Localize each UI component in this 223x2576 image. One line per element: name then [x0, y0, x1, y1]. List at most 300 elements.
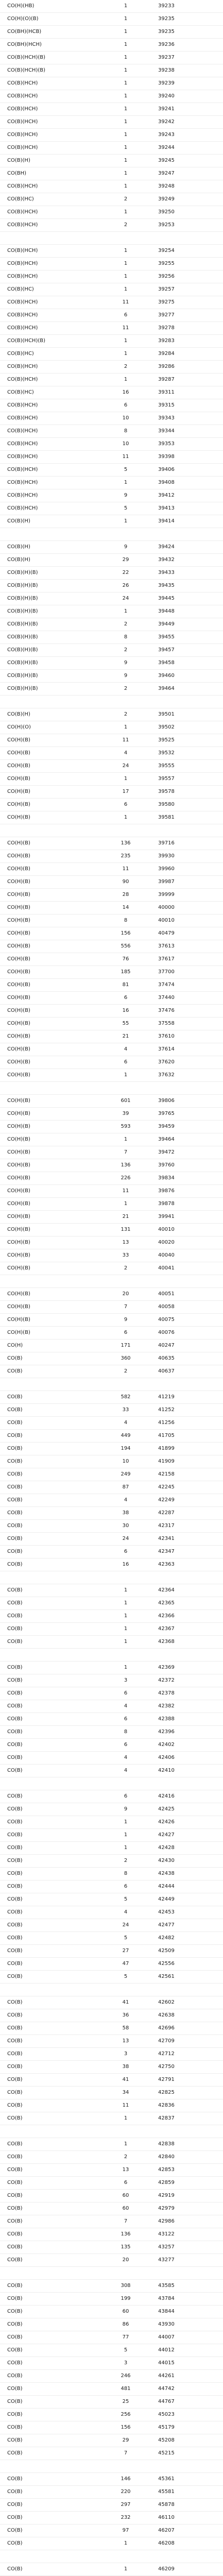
row-count-cell: 4: [97, 1765, 154, 1777]
row-count-cell: 2: [97, 361, 154, 374]
row-count-cell: 11: [97, 1185, 154, 1198]
row-code-cell: 42287: [154, 1507, 223, 1520]
table-row: [0, 489, 223, 502]
row-code-cell: 42366: [154, 1610, 223, 1623]
row-count-cell: 90: [97, 876, 154, 889]
row-count-cell: 11: [97, 734, 154, 747]
row-count-cell: 6: [97, 1790, 154, 1803]
row-name-cell: CO(B)(HCH): [0, 451, 97, 464]
row-code-cell: 39236: [154, 39, 223, 52]
row-code-cell: 39765: [154, 1108, 223, 1121]
row-code-cell: 40075: [154, 1314, 223, 1327]
row-code-cell: 39412: [154, 489, 223, 502]
row-code-cell: [154, 2550, 223, 2563]
table-row: [0, 1018, 223, 1030]
row-name-cell: CO(B): [0, 2061, 97, 2074]
row-count-cell: 1: [97, 1636, 154, 1649]
table-row: [0, 90, 223, 103]
row-name-cell: CO(B): [0, 1868, 97, 1880]
row-count-cell: 6: [97, 1739, 154, 1752]
row-count-cell: 1: [97, 0, 154, 13]
row-count-cell: 11: [97, 451, 154, 464]
row-count-cell: 1: [97, 13, 154, 26]
row-count-cell: 185: [97, 966, 154, 979]
table-row: [0, 541, 223, 554]
row-name-cell: CO(B): [0, 2009, 97, 2022]
table-row: [0, 863, 223, 876]
row-code-cell: [154, 2125, 223, 2138]
row-count-cell: 4: [97, 747, 154, 760]
row-name-cell: CO(B): [0, 1584, 97, 1597]
table-row: [0, 103, 223, 116]
row-count-cell: 9: [97, 1314, 154, 1327]
row-count-cell: 1: [97, 180, 154, 193]
row-code-cell: 37614: [154, 1043, 223, 1056]
row-name-cell: CO(B): [0, 1443, 97, 1455]
row-count-cell: 1: [97, 26, 154, 39]
table-row: [0, 992, 223, 1005]
table-row: [0, 1790, 223, 1803]
table-row: [0, 1674, 223, 1687]
row-code-cell: [154, 1777, 223, 1790]
row-count-cell: 30: [97, 1520, 154, 1533]
row-code-cell: 44261: [154, 2370, 223, 2383]
row-name-cell: CO(B)(HCH): [0, 206, 97, 219]
row-count-cell: 297: [97, 2499, 154, 2512]
table-row: [0, 2164, 223, 2177]
table-row: [0, 2537, 223, 2550]
row-name-cell: [0, 696, 97, 708]
row-name-cell: CO(B): [0, 1507, 97, 1520]
table-row: [0, 580, 223, 592]
row-count-cell: 55: [97, 1018, 154, 1030]
row-count-cell: 5: [97, 2344, 154, 2357]
row-code-cell: [154, 824, 223, 837]
table-row: [0, 2409, 223, 2421]
row-code-cell: 42791: [154, 2074, 223, 2087]
table-row: [0, 2267, 223, 2280]
table-row: [0, 180, 223, 193]
row-code-cell: 39457: [154, 644, 223, 657]
table-row: [0, 1340, 223, 1352]
row-count-cell: 6: [97, 1327, 154, 1340]
row-name-cell: CO(B): [0, 2563, 97, 2576]
table-row: [0, 13, 223, 26]
row-count-cell: 1: [97, 206, 154, 219]
row-name-cell: CO(B): [0, 2177, 97, 2190]
row-name-cell: CO(B)(HCH): [0, 219, 97, 232]
table-row: [0, 2460, 223, 2473]
row-code-cell: 42638: [154, 2009, 223, 2022]
row-code-cell: 42428: [154, 1842, 223, 1855]
row-code-cell: 42382: [154, 1700, 223, 1713]
row-name-cell: CO(B)(HCH): [0, 477, 97, 489]
row-code-cell: 44012: [154, 2344, 223, 2357]
row-count-cell: 41: [97, 1996, 154, 2009]
table-row: [0, 1546, 223, 1558]
row-name-cell: CO(B)(HCH)(B): [0, 335, 97, 348]
row-name-cell: CO(B)(HCH): [0, 502, 97, 515]
table-row: [0, 2512, 223, 2524]
row-code-cell: 39432: [154, 554, 223, 567]
table-row: [0, 1468, 223, 1481]
row-code-cell: 40020: [154, 1236, 223, 1249]
table-row: [0, 64, 223, 77]
row-code-cell: 39242: [154, 116, 223, 129]
row-name-cell: [0, 1378, 97, 1391]
row-name-cell: CO(B): [0, 1430, 97, 1443]
row-name-cell: CO(H)(B): [0, 786, 97, 799]
row-code-cell: 46207: [154, 2524, 223, 2537]
row-name-cell: CO(H)(B): [0, 773, 97, 786]
row-code-cell: 42838: [154, 2138, 223, 2151]
row-code-cell: [154, 1649, 223, 1662]
table-row: [0, 1443, 223, 1455]
table-row: [0, 953, 223, 966]
row-name-cell: CO(B): [0, 2202, 97, 2215]
table-row: [0, 26, 223, 39]
table-row: [0, 1043, 223, 1056]
table-row: [0, 1056, 223, 1069]
row-code-cell: 41256: [154, 1417, 223, 1430]
table-row: [0, 2550, 223, 2563]
row-count-cell: 1: [97, 270, 154, 283]
row-name-cell: CO(B): [0, 2318, 97, 2331]
row-code-cell: 45023: [154, 2409, 223, 2421]
row-count-cell: 481: [97, 2383, 154, 2396]
row-count-cell: 6: [97, 1880, 154, 1893]
row-count-cell: 156: [97, 927, 154, 940]
row-name-cell: CO(B): [0, 1700, 97, 1713]
row-name-cell: [0, 1777, 97, 1790]
table-row: [0, 811, 223, 824]
row-code-cell: 37617: [154, 953, 223, 966]
row-code-cell: 37613: [154, 940, 223, 953]
row-count-cell: 593: [97, 1121, 154, 1133]
row-name-cell: CO(H)(B): [0, 1018, 97, 1030]
table-row: [0, 747, 223, 760]
row-name-cell: [0, 1571, 97, 1584]
row-count-cell: 1: [97, 39, 154, 52]
table-row: [0, 245, 223, 258]
table-row: [0, 2099, 223, 2112]
row-code-cell: 39249: [154, 193, 223, 206]
row-code-cell: 39240: [154, 90, 223, 103]
row-code-cell: 39256: [154, 270, 223, 283]
row-code-cell: 41909: [154, 1455, 223, 1468]
row-count-cell: 4: [97, 1752, 154, 1765]
row-code-cell: 42444: [154, 1880, 223, 1893]
row-code-cell: 40041: [154, 1262, 223, 1275]
row-name-cell: CO(B): [0, 1352, 97, 1365]
row-name-cell: CO(B): [0, 2164, 97, 2177]
table-row: [0, 283, 223, 296]
row-name-cell: CO(B): [0, 2331, 97, 2344]
row-name-cell: CO(H)(B): [0, 799, 97, 811]
row-name-cell: CO(B)(HCH): [0, 374, 97, 386]
table-row: [0, 824, 223, 837]
row-code-cell: 39237: [154, 52, 223, 64]
row-name-cell: CO(B)(HCH): [0, 399, 97, 412]
table-row: [0, 2074, 223, 2087]
table-row: [0, 2293, 223, 2306]
row-code-cell: 42245: [154, 1481, 223, 1494]
row-code-cell: 42416: [154, 1790, 223, 1803]
row-count-cell: 1: [97, 116, 154, 129]
row-count-cell: 1: [97, 721, 154, 734]
row-count-cell: 7: [97, 1146, 154, 1159]
row-count-cell: 1: [97, 90, 154, 103]
row-count-cell: 5: [97, 1893, 154, 1906]
row-name-cell: CO(B)(HCH): [0, 258, 97, 270]
row-count-cell: 6: [97, 992, 154, 1005]
row-name-cell: CO(H)(B): [0, 992, 97, 1005]
row-count-cell: 6: [97, 799, 154, 811]
row-count-cell: 9: [97, 1803, 154, 1816]
table-row: [0, 1816, 223, 1829]
row-count-cell: 58: [97, 2022, 154, 2035]
row-count-cell: 76: [97, 953, 154, 966]
row-code-cell: 39254: [154, 245, 223, 258]
table-row: [0, 2318, 223, 2331]
row-count-cell: 1: [97, 1816, 154, 1829]
row-count-cell: 13: [97, 2035, 154, 2048]
row-code-cell: 46110: [154, 2512, 223, 2524]
table-row: [0, 1713, 223, 1726]
table-row: [0, 39, 223, 52]
row-name-cell: CO(H)(B): [0, 1262, 97, 1275]
table-row: [0, 374, 223, 386]
row-code-cell: 45878: [154, 2499, 223, 2512]
row-count-cell: 7: [97, 2215, 154, 2228]
row-code-cell: 39502: [154, 721, 223, 734]
table-row: [0, 2112, 223, 2125]
row-name-cell: CO(B)(HCH): [0, 90, 97, 103]
row-name-cell: CO(B): [0, 1958, 97, 1971]
table-row: [0, 2241, 223, 2254]
table-row: [0, 155, 223, 167]
row-name-cell: CO(B)(HCH): [0, 129, 97, 142]
row-count-cell: 220: [97, 2486, 154, 2499]
row-count-cell: 199: [97, 2293, 154, 2306]
row-code-cell: 40247: [154, 1340, 223, 1352]
row-code-cell: 39235: [154, 13, 223, 26]
row-name-cell: CO(H)(B): [0, 1198, 97, 1211]
row-count-cell: 1: [97, 52, 154, 64]
row-count-cell: 1: [97, 2563, 154, 2576]
row-code-cell: 39716: [154, 837, 223, 850]
row-code-cell: 39278: [154, 322, 223, 335]
table-row: [0, 515, 223, 528]
row-count-cell: 16: [97, 1558, 154, 1571]
row-count-cell: 8: [97, 914, 154, 927]
table-row: [0, 464, 223, 477]
row-code-cell: 42482: [154, 1932, 223, 1945]
row-name-cell: CO(H)(B): [0, 1108, 97, 1121]
row-count-cell: 16: [97, 1005, 154, 1018]
row-name-cell: CO(H)(B): [0, 863, 97, 876]
table-row: [0, 1327, 223, 1340]
row-name-cell: CO(B): [0, 1597, 97, 1610]
row-name-cell: CO(B): [0, 2524, 97, 2537]
row-name-cell: CO(H)(B): [0, 940, 97, 953]
table-row: [0, 1301, 223, 1314]
row-code-cell: 39238: [154, 64, 223, 77]
table-row: [0, 258, 223, 270]
row-name-cell: CO(B): [0, 1765, 97, 1777]
row-count-cell: 2: [97, 1262, 154, 1275]
row-count-cell: 2: [97, 1855, 154, 1868]
table-row: [0, 1584, 223, 1597]
row-name-cell: CO(B)(H): [0, 155, 97, 167]
row-name-cell: CO(H)(B): [0, 1133, 97, 1146]
row-code-cell: 42556: [154, 1958, 223, 1971]
row-count-cell: 1: [97, 477, 154, 489]
row-code-cell: 45179: [154, 2421, 223, 2434]
row-code-cell: 42367: [154, 1623, 223, 1636]
row-count-cell: [97, 1649, 154, 1662]
row-name-cell: CO(B)(HCH): [0, 489, 97, 502]
row-count-cell: 14: [97, 902, 154, 914]
row-count-cell: 6: [97, 1687, 154, 1700]
table-row: [0, 1868, 223, 1880]
row-count-cell: 38: [97, 1507, 154, 1520]
table-row: [0, 1932, 223, 1945]
row-count-cell: [97, 1275, 154, 1288]
row-code-cell: [154, 1082, 223, 1095]
row-count-cell: 24: [97, 760, 154, 773]
row-code-cell: 39283: [154, 335, 223, 348]
row-count-cell: 87: [97, 1481, 154, 1494]
row-count-cell: 2: [97, 708, 154, 721]
row-code-cell: 42341: [154, 1533, 223, 1546]
row-count-cell: 41: [97, 2074, 154, 2087]
row-count-cell: 24: [97, 1919, 154, 1932]
row-count-cell: 38: [97, 2061, 154, 2074]
row-name-cell: CO(B): [0, 2421, 97, 2434]
row-code-cell: [154, 2460, 223, 2473]
row-code-cell: 40051: [154, 1288, 223, 1301]
table-row: [0, 979, 223, 992]
row-count-cell: 11: [97, 296, 154, 309]
row-count-cell: 156: [97, 2421, 154, 2434]
row-count-cell: 4: [97, 1043, 154, 1056]
row-name-cell: CO(B): [0, 1803, 97, 1816]
table-row: [0, 425, 223, 438]
row-count-cell: 246: [97, 2370, 154, 2383]
row-code-cell: 42363: [154, 1558, 223, 1571]
table-row: [0, 2344, 223, 2357]
row-code-cell: 42427: [154, 1829, 223, 1842]
table-row: [0, 1262, 223, 1275]
table-row: [0, 734, 223, 747]
row-code-cell: 40010: [154, 1224, 223, 1236]
row-code-cell: 39878: [154, 1198, 223, 1211]
row-code-cell: 42425: [154, 1803, 223, 1816]
row-name-cell: CO(B): [0, 1906, 97, 1919]
row-count-cell: 10: [97, 1455, 154, 1468]
row-name-cell: CO(B): [0, 1636, 97, 1649]
row-name-cell: CO(H)(B): [0, 889, 97, 902]
row-code-cell: 37474: [154, 979, 223, 992]
table-row: [0, 116, 223, 129]
row-code-cell: 42840: [154, 2151, 223, 2164]
row-code-cell: 42388: [154, 1713, 223, 1726]
row-code-cell: 39445: [154, 592, 223, 605]
row-code-cell: 39557: [154, 773, 223, 786]
row-count-cell: 5: [97, 464, 154, 477]
table-row: [0, 1030, 223, 1043]
row-count-cell: 5: [97, 502, 154, 515]
row-code-cell: 42750: [154, 2061, 223, 2074]
row-name-cell: CO(B)(H)(B): [0, 631, 97, 644]
table-row: [0, 876, 223, 889]
row-name-cell: CO(B)(HCH): [0, 142, 97, 155]
row-name-cell: CO(B): [0, 1417, 97, 1430]
row-name-cell: CO(H)(B): [0, 1185, 97, 1198]
row-code-cell: 39284: [154, 348, 223, 361]
row-code-cell: 39253: [154, 219, 223, 232]
row-code-cell: 39239: [154, 77, 223, 90]
row-name-cell: CO(B)(HC): [0, 193, 97, 206]
row-name-cell: CO(B): [0, 2138, 97, 2151]
row-count-cell: 360: [97, 1352, 154, 1365]
table-row: [0, 605, 223, 618]
table-row: [0, 2125, 223, 2138]
row-code-cell: 39448: [154, 605, 223, 618]
row-count-cell: 10: [97, 438, 154, 451]
table-row: [0, 348, 223, 361]
row-count-cell: 8: [97, 425, 154, 438]
row-name-cell: CO(H)(B): [0, 966, 97, 979]
row-code-cell: 37476: [154, 1005, 223, 1018]
row-count-cell: 60: [97, 2202, 154, 2215]
row-count-cell: 194: [97, 1443, 154, 1455]
row-name-cell: CO(B)(HCH): [0, 464, 97, 477]
table-row: [0, 1314, 223, 1327]
table-row: [0, 2190, 223, 2202]
table-row: [0, 1378, 223, 1391]
row-code-cell: 39433: [154, 567, 223, 580]
row-count-cell: 5: [97, 1971, 154, 1984]
row-name-cell: CO(B): [0, 1932, 97, 1945]
row-code-cell: 41252: [154, 1404, 223, 1417]
row-count-cell: 17: [97, 786, 154, 799]
row-count-cell: [97, 824, 154, 837]
row-code-cell: 45361: [154, 2473, 223, 2486]
row-code-cell: 42836: [154, 2099, 223, 2112]
row-count-cell: 582: [97, 1391, 154, 1404]
table-row: [0, 2280, 223, 2293]
row-name-cell: CO(B): [0, 1468, 97, 1481]
row-name-cell: CO(H)(B): [0, 760, 97, 773]
row-count-cell: [97, 1777, 154, 1790]
row-code-cell: 39244: [154, 142, 223, 155]
row-code-cell: 43257: [154, 2241, 223, 2254]
table-row: [0, 1610, 223, 1623]
row-count-cell: 60: [97, 2190, 154, 2202]
table-row: [0, 914, 223, 927]
row-name-cell: CO(B): [0, 1919, 97, 1932]
row-code-cell: 40040: [154, 1249, 223, 1262]
row-code-cell: [154, 696, 223, 708]
row-code-cell: [154, 528, 223, 541]
table-row: [0, 1198, 223, 1211]
table-row: [0, 502, 223, 515]
row-name-cell: CO(B): [0, 2512, 97, 2524]
row-count-cell: 1: [97, 1198, 154, 1211]
row-code-cell: [154, 2267, 223, 2280]
